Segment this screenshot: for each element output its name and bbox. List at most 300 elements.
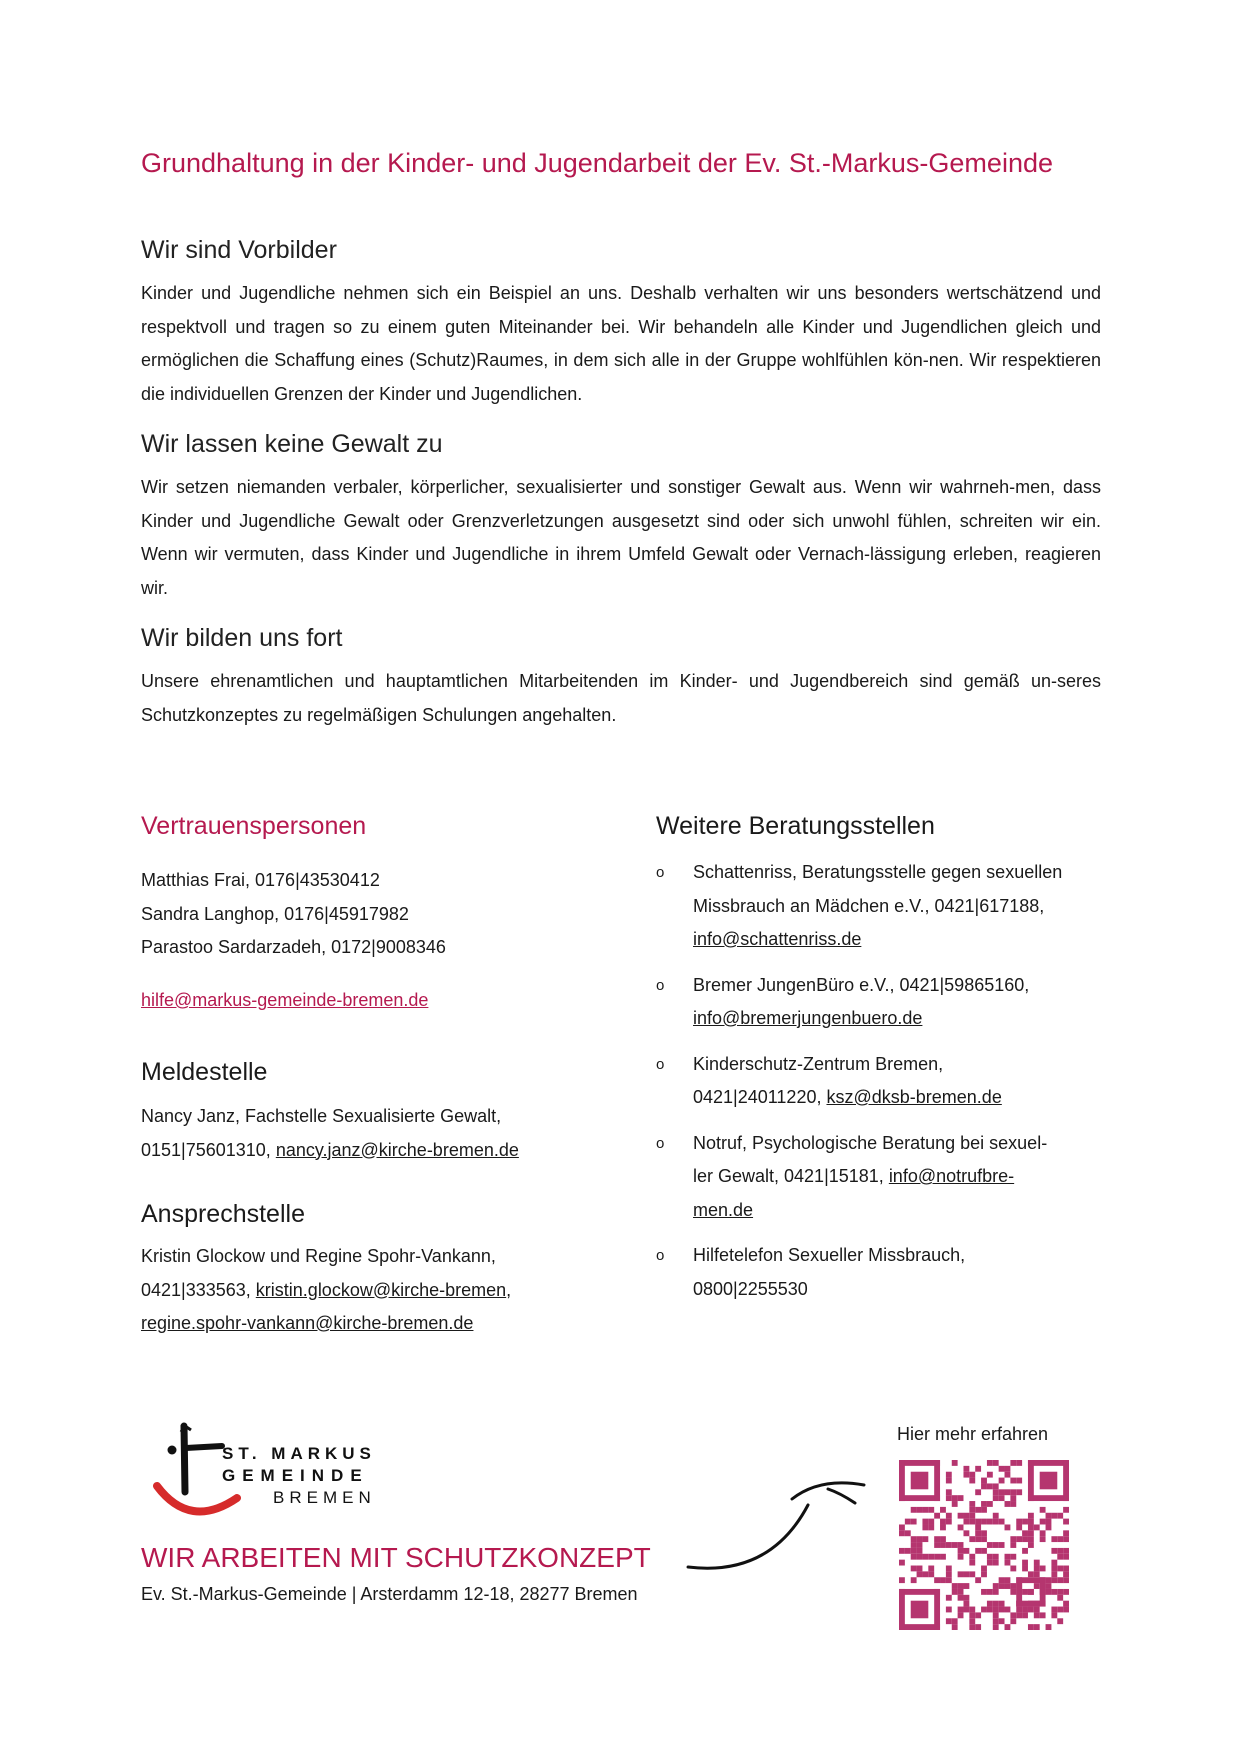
section-heading: Wir bilden uns fort	[141, 624, 343, 652]
qr-module	[958, 1524, 964, 1530]
qr-module	[993, 1618, 999, 1624]
qr-module	[899, 1548, 905, 1554]
qr-module	[1063, 1577, 1069, 1583]
qr-module	[940, 1519, 946, 1525]
qr-module	[975, 1519, 981, 1525]
logo-line2: GEMEINDE	[222, 1466, 369, 1485]
qr-module	[975, 1489, 981, 1495]
qr-module	[1022, 1530, 1028, 1536]
qr-module	[969, 1624, 975, 1630]
item-email-link[interactable]: ksz@dksb-bremen.de	[826, 1087, 1002, 1107]
section-gewalt	[141, 430, 1101, 605]
qr-module	[911, 1519, 917, 1525]
qr-module	[940, 1536, 946, 1542]
church-logo	[152, 1420, 392, 1530]
person-line: Parastoo Sardarzadeh, 0172|9008346	[141, 937, 446, 957]
vertrauen-persons	[141, 864, 446, 965]
qr-module	[1063, 1566, 1069, 1572]
qr-module	[969, 1472, 975, 1478]
qr-module	[958, 1554, 964, 1560]
qr-module	[922, 1536, 928, 1542]
bullet: o	[656, 1134, 665, 1152]
qr-module	[958, 1513, 964, 1519]
qr-module	[946, 1542, 952, 1548]
qr-module	[1040, 1612, 1046, 1618]
qr-module	[1010, 1618, 1016, 1624]
qr-module	[981, 1478, 987, 1484]
qr-module	[1010, 1612, 1016, 1618]
item-phone: ler Gewalt, 0421|15181,	[693, 1166, 889, 1186]
qr-module	[1063, 1507, 1069, 1513]
section-vorbilder	[141, 236, 1101, 411]
qr-module	[993, 1554, 999, 1560]
qr-module	[1057, 1566, 1063, 1572]
qr-module	[1034, 1524, 1040, 1530]
qr-module	[1063, 1460, 1069, 1501]
qr-module	[963, 1513, 969, 1519]
qr-module	[963, 1466, 969, 1472]
qr-module	[993, 1542, 999, 1548]
qr-module	[899, 1589, 940, 1595]
qr-module	[917, 1507, 923, 1513]
qr-module	[940, 1542, 946, 1548]
qr-module	[952, 1624, 958, 1630]
qr-module	[899, 1589, 905, 1630]
qr-module	[969, 1560, 975, 1566]
qr-module	[1010, 1554, 1016, 1560]
qr-module	[1010, 1589, 1016, 1595]
qr-module	[969, 1618, 975, 1624]
qr-module	[975, 1466, 981, 1472]
vertrauen-email-link[interactable]: hilfe@markus-gemeinde-bremen.de	[141, 990, 429, 1010]
page-title: Grundhaltung in der Kinder- und Jugendarbeit der Ev. St.-Markus-Gemeinde	[141, 148, 1053, 178]
qr-module	[1028, 1460, 1034, 1501]
qr-module	[1063, 1519, 1069, 1525]
qr-module	[958, 1548, 964, 1554]
qr-module	[999, 1542, 1005, 1548]
qr-module	[1010, 1566, 1016, 1572]
qr-module	[1046, 1589, 1052, 1595]
qr-module	[928, 1507, 934, 1513]
qr-module	[1022, 1536, 1028, 1542]
address: Ev. St.-Markus-Gemeinde | Arsterdamm 12-18, 28277 Bremen	[141, 1584, 638, 1604]
qr-module	[1016, 1489, 1022, 1495]
qr-module	[963, 1607, 969, 1613]
ansprechstelle-email2-link[interactable]: regine.spohr-vankann@kirche-bremen.de	[141, 1313, 474, 1333]
qr-module	[1063, 1554, 1069, 1560]
qr-module	[993, 1460, 999, 1466]
meldestelle-heading: Meldestelle	[141, 1058, 268, 1086]
qr-module	[905, 1519, 911, 1525]
qr-module	[922, 1524, 928, 1530]
qr-module	[952, 1495, 958, 1501]
qr-module	[993, 1519, 999, 1525]
qr-module	[911, 1577, 917, 1583]
qr-module	[993, 1513, 999, 1519]
qr-module	[1057, 1554, 1063, 1560]
qr-module	[987, 1601, 993, 1607]
bullet: o	[656, 1055, 665, 1073]
qr-module	[1040, 1566, 1046, 1572]
qr-module	[999, 1577, 1005, 1583]
qr-module	[1028, 1542, 1034, 1548]
qr-module	[1034, 1624, 1040, 1630]
qr-module	[963, 1571, 969, 1577]
qr-module	[1034, 1612, 1040, 1618]
qr-module	[993, 1601, 999, 1607]
qr-module	[1057, 1589, 1063, 1595]
qr-module	[1028, 1460, 1069, 1466]
qr-module	[1051, 1589, 1057, 1595]
qr-module	[1034, 1571, 1040, 1577]
qr-module	[999, 1489, 1005, 1495]
qr-module	[1005, 1560, 1011, 1566]
qr-module	[1005, 1472, 1011, 1478]
qr-module	[940, 1554, 946, 1560]
beratung-heading: Weitere Beratungsstellen	[656, 812, 935, 840]
qr-module	[1016, 1612, 1022, 1618]
qr-module	[999, 1478, 1005, 1484]
qr-module	[911, 1548, 917, 1554]
qr-module	[1051, 1577, 1057, 1583]
qr-module	[899, 1624, 940, 1630]
qr-module	[1028, 1624, 1034, 1630]
qr-module	[952, 1501, 958, 1507]
qr-module	[969, 1513, 975, 1519]
qr-module	[952, 1618, 958, 1624]
qr-module	[899, 1577, 905, 1583]
list-item	[656, 1048, 1106, 1115]
qr-module	[1057, 1595, 1063, 1601]
qr-module	[952, 1589, 958, 1595]
qr-module	[969, 1612, 975, 1618]
qr-module	[958, 1607, 964, 1613]
list-item	[656, 969, 1106, 1036]
qr-module	[1046, 1524, 1052, 1530]
qr-module	[899, 1460, 940, 1466]
qr-module	[958, 1542, 964, 1548]
qr-module	[1022, 1589, 1028, 1595]
qr-module	[963, 1530, 969, 1536]
qr-module	[952, 1460, 958, 1466]
ansprechstelle-phone: 0421|333563,	[141, 1279, 256, 1300]
section-heading: Wir sind Vorbilder	[141, 236, 337, 264]
qr-module	[1005, 1554, 1011, 1560]
qr-module	[1057, 1513, 1063, 1519]
qr-module	[917, 1548, 923, 1554]
qr-module	[899, 1530, 905, 1536]
qr-module	[963, 1595, 969, 1601]
person-line: Matthias Frai, 0176|43530412	[141, 870, 380, 890]
qr-module	[975, 1530, 981, 1536]
qr-module	[1051, 1612, 1057, 1618]
qr-module	[1028, 1524, 1034, 1530]
qr-module	[999, 1495, 1005, 1501]
qr-module	[999, 1618, 1005, 1624]
qr-module	[1034, 1566, 1040, 1572]
qr-module	[1051, 1513, 1057, 1519]
qr-module	[1016, 1607, 1022, 1613]
qr-module	[975, 1536, 981, 1542]
qr-module	[993, 1624, 999, 1630]
qr-module	[1005, 1577, 1011, 1583]
qr-module	[1028, 1607, 1034, 1613]
qr-module	[946, 1571, 952, 1577]
qr-module	[1028, 1589, 1034, 1595]
bullet: o	[656, 976, 665, 994]
qr-module	[981, 1519, 987, 1525]
meldestelle-line: Nancy Janz, Fachstelle Sexualisierte Gewalt,	[141, 1106, 502, 1126]
item-line: Schattenriss, Beratungsstelle gegen sexuellen	[693, 862, 1063, 882]
qr-module	[1005, 1501, 1011, 1507]
qr-module	[981, 1607, 987, 1613]
qr-module	[975, 1524, 981, 1530]
qr-module	[946, 1577, 952, 1583]
qr-module	[946, 1478, 952, 1484]
qr-module	[987, 1519, 993, 1525]
qr-module	[1005, 1524, 1011, 1530]
qr-module	[993, 1583, 999, 1589]
qr-module	[1005, 1489, 1011, 1495]
qr-module	[1051, 1571, 1057, 1577]
item-email-link[interactable]: info@bremerjungenbuero.de	[693, 1008, 923, 1028]
qr-module	[946, 1513, 952, 1519]
qr-module	[928, 1571, 934, 1577]
ansprechstelle-info	[141, 1240, 511, 1341]
qr-module	[1057, 1536, 1063, 1542]
qr-module	[1040, 1536, 1046, 1542]
qr-module	[999, 1466, 1005, 1472]
section-fortbildung	[141, 624, 1101, 732]
qr-module	[1057, 1618, 1063, 1624]
meldestelle-phone: 0151|75601310,	[141, 1139, 276, 1160]
section-text: Unsere ehrenamtlichen und hauptamtlichen Mitarbeitenden im Kinder- und Jugendbereich sind gemäß un-seres Schutzkonzeptes zu regelmäßigen Schulungen angehalten.	[141, 671, 1101, 725]
ansprechstelle-line: Kristin Glockow und Regine Spohr-Vankann,	[141, 1246, 496, 1266]
qr-module	[1005, 1583, 1011, 1589]
qr-module	[1051, 1548, 1057, 1554]
qr-module	[1063, 1601, 1069, 1607]
qr-module	[946, 1489, 952, 1495]
meldestelle-info	[141, 1100, 519, 1167]
qr-module	[993, 1589, 999, 1595]
qr-code-icon[interactable]	[899, 1460, 1069, 1630]
qr-module	[952, 1542, 958, 1548]
curved-arrow-icon	[680, 1465, 880, 1585]
section-heading: Wir lassen keine Gewalt zu	[141, 430, 443, 458]
comma: ,	[506, 1279, 512, 1300]
qr-module	[922, 1519, 928, 1525]
qr-module	[946, 1607, 952, 1613]
qr-module	[934, 1536, 940, 1542]
qr-module	[963, 1601, 969, 1607]
qr-module	[911, 1566, 917, 1572]
qr-module	[963, 1548, 969, 1554]
qr-module	[1016, 1519, 1022, 1525]
qr-module	[1010, 1478, 1016, 1484]
qr-module	[993, 1607, 999, 1613]
qr-module	[899, 1460, 905, 1501]
qr-module	[958, 1612, 964, 1618]
qr-module	[981, 1571, 987, 1577]
qr-module	[1028, 1513, 1034, 1519]
qr-module	[969, 1507, 975, 1513]
ansprechstelle-line	[141, 1307, 511, 1341]
beratung-list	[656, 856, 1106, 1318]
qr-module	[993, 1489, 999, 1495]
qr-module	[934, 1513, 940, 1519]
qr-module	[987, 1542, 993, 1548]
qr-module	[1046, 1513, 1052, 1519]
qr-module	[917, 1542, 923, 1548]
qr-module	[975, 1548, 981, 1554]
qr-module	[1016, 1524, 1022, 1530]
qr-module	[975, 1624, 981, 1630]
qr-module	[1034, 1607, 1040, 1613]
ansprechstelle-heading: Ansprechstelle	[141, 1200, 305, 1228]
qr-module	[969, 1607, 975, 1613]
qr-module	[1022, 1548, 1028, 1554]
qr-module	[987, 1472, 993, 1478]
qr-module	[899, 1524, 905, 1530]
qr-module	[1028, 1530, 1034, 1536]
qr-module	[917, 1536, 923, 1542]
qr-module	[946, 1566, 952, 1572]
qr-module	[958, 1571, 964, 1577]
qr-module	[1040, 1530, 1046, 1536]
item-line: Kinderschutz-Zentrum Bremen,	[693, 1053, 944, 1074]
qr-module	[993, 1560, 999, 1566]
qr-module	[993, 1495, 999, 1501]
qr-module	[917, 1566, 923, 1572]
qr-label: Hier mehr erfahren	[897, 1424, 1049, 1444]
qr-module	[987, 1589, 993, 1595]
qr-module	[981, 1501, 987, 1507]
bullet: o	[656, 864, 665, 881]
qr-module	[928, 1566, 934, 1572]
qr-module	[1022, 1566, 1028, 1572]
qr-module	[905, 1530, 911, 1536]
qr-module	[1005, 1607, 1011, 1613]
qr-module	[1051, 1560, 1057, 1566]
item-line: Notruf, Psychologische Beratung bei sexuel-	[693, 1132, 1048, 1153]
qr-module	[1016, 1460, 1022, 1466]
qr-module	[1063, 1530, 1069, 1536]
qr-module	[934, 1542, 940, 1548]
qr-module	[934, 1577, 940, 1583]
qr-module	[917, 1571, 923, 1577]
qr-module	[917, 1554, 923, 1560]
qr-module	[1057, 1607, 1063, 1613]
item-phone: 0421|24011220,	[693, 1087, 827, 1107]
qr-module	[934, 1460, 940, 1501]
qr-module	[1028, 1519, 1034, 1525]
qr-module	[928, 1524, 934, 1530]
qr-module	[922, 1554, 928, 1560]
qr-module	[1063, 1589, 1069, 1595]
qr-module	[987, 1560, 993, 1566]
list-item	[656, 1239, 1106, 1306]
qr-module	[993, 1483, 999, 1489]
qr-module	[1040, 1472, 1058, 1490]
qr-module	[1063, 1607, 1069, 1613]
item-line: 0800|2255530	[693, 1278, 808, 1299]
qr-module	[928, 1554, 934, 1560]
person-line: Sandra Langhop, 0176|45917982	[141, 903, 409, 924]
qr-module	[993, 1612, 999, 1618]
qr-module	[1010, 1460, 1016, 1466]
slogan: WIR ARBEITEN MIT SCHUTZKONZEPT	[141, 1542, 651, 1573]
vertrauen-heading: Vertrauenspersonen	[141, 812, 367, 840]
qr-module	[952, 1583, 958, 1589]
qr-module	[987, 1501, 993, 1507]
qr-module	[999, 1607, 1005, 1613]
qr-module	[987, 1607, 993, 1613]
item-line: Bremer JungenBüro e.V., 0421|59865160,	[693, 974, 1030, 995]
qr-module	[1005, 1624, 1011, 1630]
qr-module	[1010, 1501, 1016, 1507]
qr-module	[922, 1571, 928, 1577]
list-item	[656, 1127, 1106, 1228]
qr-module	[981, 1548, 987, 1554]
qr-module	[969, 1571, 975, 1577]
item-email-link-cont[interactable]: men.de	[693, 1199, 754, 1220]
qr-module	[1063, 1536, 1069, 1542]
qr-module	[1051, 1566, 1057, 1572]
qr-module	[1016, 1577, 1022, 1606]
qr-module	[969, 1501, 975, 1507]
qr-module	[958, 1583, 964, 1589]
qr-module	[899, 1495, 940, 1501]
qr-module	[969, 1536, 975, 1542]
qr-module	[911, 1554, 917, 1560]
logo-line1: ST. MARKUS	[222, 1444, 376, 1463]
item-line: Missbrauch an Mädchen e.V., 0421|617188,	[693, 895, 1045, 916]
qr-module	[940, 1507, 946, 1513]
bullet: o	[656, 1247, 665, 1264]
qr-module	[987, 1554, 993, 1560]
qr-module	[969, 1519, 975, 1525]
ansprechstelle-email-link[interactable]: kristin.glockow@kirche-bremen	[255, 1279, 507, 1300]
qr-module	[1046, 1624, 1052, 1630]
meldestelle-email-link[interactable]: nancy.janz@kirche-bremen.de	[275, 1139, 519, 1160]
qr-module	[1051, 1607, 1057, 1613]
item-line: Hilfetelefon Sexueller Missbrauch,	[693, 1245, 966, 1265]
qr-module	[981, 1536, 987, 1542]
qr-module	[1016, 1536, 1022, 1542]
qr-module	[981, 1530, 987, 1536]
qr-module	[1028, 1536, 1034, 1542]
qr-module	[940, 1577, 946, 1583]
qr-module	[911, 1542, 917, 1548]
qr-module	[975, 1577, 981, 1583]
item-email-link[interactable]: info@notrufbre-	[888, 1166, 1015, 1186]
qr-module	[1022, 1612, 1028, 1618]
qr-module	[1028, 1571, 1034, 1577]
qr-module	[946, 1519, 952, 1525]
qr-module	[987, 1483, 993, 1489]
meldestelle-line	[141, 1134, 519, 1168]
qr-module	[1034, 1560, 1040, 1566]
qr-module	[1010, 1583, 1016, 1589]
qr-module	[1046, 1519, 1052, 1525]
qr-module	[946, 1618, 952, 1624]
qr-module	[922, 1507, 928, 1513]
qr-module	[999, 1519, 1005, 1525]
item-email-link[interactable]: info@schattenriss.de	[693, 929, 862, 949]
qr-module	[1010, 1495, 1016, 1501]
qr-module	[963, 1472, 969, 1478]
qr-module	[981, 1566, 987, 1572]
